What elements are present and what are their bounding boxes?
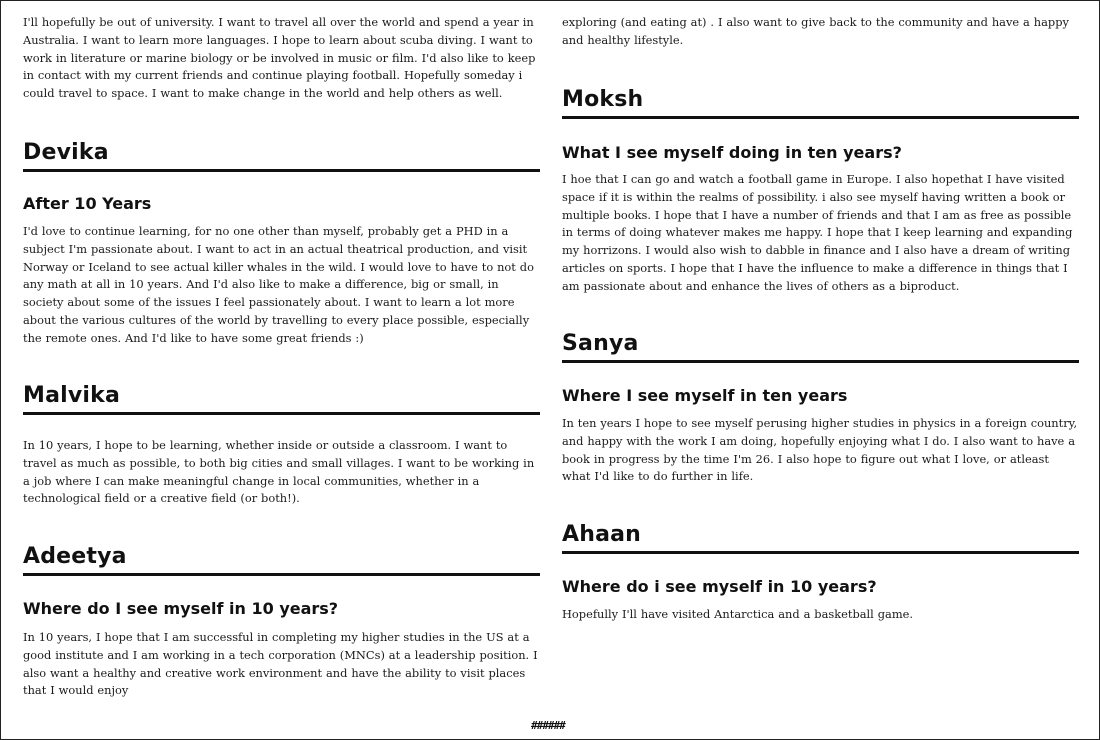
section-title-adeetya: Adeetya xyxy=(23,543,540,576)
moksh-paragraph: I hoe that I can go and watch a football game in Europe. I also hopethat I have visited space if it is within the realms of possibility. i also see myself having written a book or multiple books. I hope that I have a number of friends and that I am as free as possible in terms of doing whatever makes me happy. I hope that I keep learning and expanding my horrizons. I would also wish to dabble in finance and I also have a dream of writing articles on sports. I hope that I have the influence to make a difference in things that I am passionate about and enhance the lives of others as a biproduct. xyxy=(562,172,1073,293)
section-title-ahaan: Ahaan xyxy=(562,521,1079,554)
subheading-devika: After 10 Years xyxy=(23,194,152,213)
subheading-adeetya: Where do I see myself in 10 years? xyxy=(23,599,339,618)
adeetya-paragraph: In 10 years, I hope that I am successful in completing my higher studies in the US at a good institute and I am working in a tech corporation (MNCs) at a leadership position. I also want a healthy and creative work environment and have the ability to visit places that I would enjoy xyxy=(23,630,538,698)
sanya-paragraph: In ten years I hope to see myself perusing higher studies in physics in a foreign country, and happy with the work I am doing, hopefully enjoying what I do. I also want to have a book in progress by the time I'm 26. I also hope to figure out what I love, or atleast what I'd like to do further in life. xyxy=(562,416,1078,484)
subheading-ahaan: Where do i see myself in 10 years? xyxy=(562,577,877,596)
devika-paragraph: I'd love to continue learning, for no one other than myself, probably get a PHD in a subject I'm passionate about. I want to act in an actual theatrical production, and visit Norway or Iceland to see actual killer whales in the wild. I would love to have to not do any math at all in 10 years. And I'd also like to make a difference, big or small, in society about some of the issues I feel passionately about. I want to learn a lot more about the various cultures of the world by travelling to every place possible, especially the remote ones. And I'd like to have some great friends :) xyxy=(23,224,534,345)
section-title-moksh: Moksh xyxy=(562,86,1079,119)
intro-paragraph: I'll hopefully be out of university. I want to travel all over the world and spend a year in Australia. I want to learn more languages. I hope to learn about scuba diving. I want to work in literature or marine biology or be involved in music or film. I'd also like to keep in contact with my current friends and continue playing football. Hopefully someday i could travel to space. I want to make change in the world and help others as well. xyxy=(23,15,536,101)
continued-paragraph: exploring (and eating at) . I also want to give back to the community and have a happy and healthy lifestyle. xyxy=(562,15,1069,47)
malvika-paragraph: In 10 years, I hope to be learning, whether inside or outside a classroom. I want to travel as much as possible, to both big cities and small villages. I want to be working in a job where I can make meaningful change in local communities, whether in a technological field or a creative field (or both!). xyxy=(23,438,535,506)
page-marker: ###### xyxy=(531,720,565,731)
section-title-malvika: Malvika xyxy=(23,382,540,415)
section-title-devika: Devika xyxy=(23,139,540,172)
section-title-sanya: Sanya xyxy=(562,330,1079,363)
ahaan-paragraph: Hopefully I'll have visited Antarctica and a basketball game. xyxy=(562,607,913,621)
subheading-moksh: What I see myself doing in ten years? xyxy=(562,143,902,162)
subheading-sanya: Where I see myself in ten years xyxy=(562,386,848,405)
